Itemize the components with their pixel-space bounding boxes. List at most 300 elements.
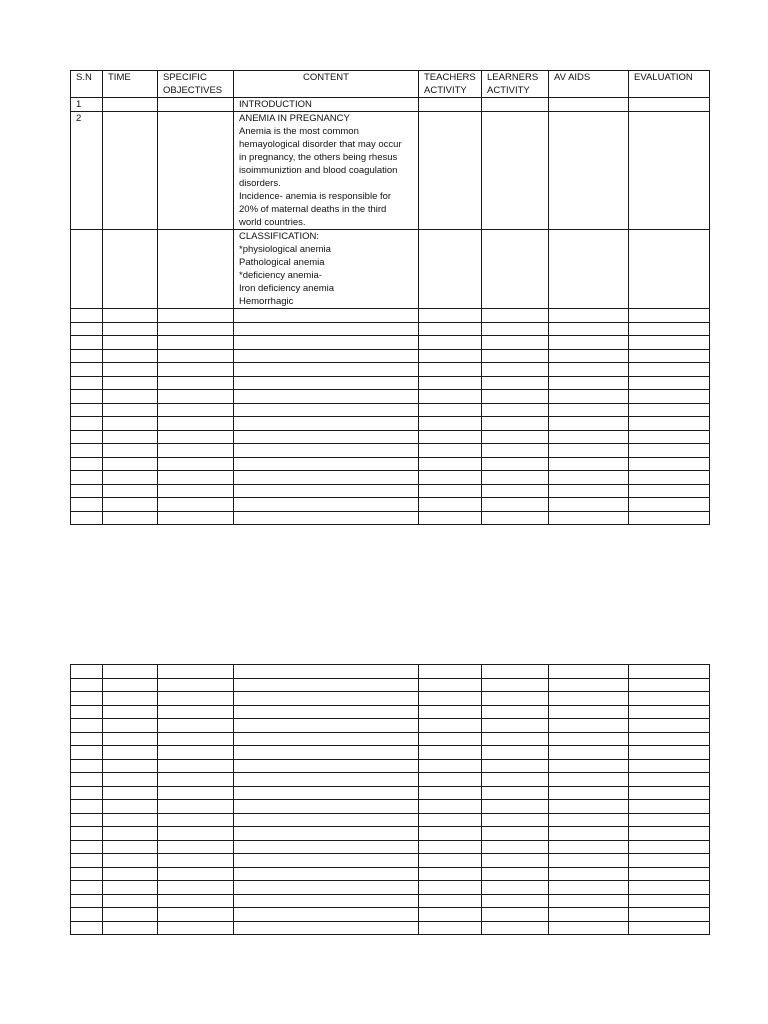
empty-cell-objectives (158, 813, 234, 827)
empty-cell-learners-activity (482, 363, 549, 377)
empty-cell-objectives (158, 786, 234, 800)
empty-cell-av-aids (549, 813, 629, 827)
header-specific-objectives: SPECIFIC OBJECTIVES (158, 71, 234, 98)
empty-cell-objectives (158, 322, 234, 336)
empty-cell-time (103, 484, 158, 498)
empty-cell-evaluation (629, 921, 710, 935)
empty-cell-teachers-activity (419, 498, 482, 512)
empty-cell-time (103, 403, 158, 417)
empty-row (71, 678, 710, 692)
empty-cell-av-aids (549, 336, 629, 350)
empty-cell-evaluation (629, 732, 710, 746)
empty-cell-objectives (158, 800, 234, 814)
empty-row (71, 511, 710, 525)
empty-cell-evaluation (629, 827, 710, 841)
empty-cell-time (103, 773, 158, 787)
empty-cell-sn (71, 786, 103, 800)
empty-row (71, 665, 710, 679)
empty-cell-evaluation (629, 773, 710, 787)
empty-cell-teachers-activity (419, 746, 482, 760)
header-sn: S.N (71, 71, 103, 98)
empty-cell-teachers-activity (419, 484, 482, 498)
empty-cell-sn (71, 363, 103, 377)
empty-cell-learners-activity (482, 786, 549, 800)
empty-cell-learners-activity (482, 322, 549, 336)
empty-row (71, 908, 710, 922)
empty-cell-av-aids (549, 498, 629, 512)
empty-row (71, 813, 710, 827)
empty-cell-time (103, 840, 158, 854)
empty-row (71, 403, 710, 417)
empty-cell-evaluation (629, 908, 710, 922)
empty-cell-av-aids (549, 759, 629, 773)
empty-cell-evaluation (629, 457, 710, 471)
row-time (103, 98, 158, 112)
empty-cell-time (103, 363, 158, 377)
empty-cell-content (234, 457, 419, 471)
empty-cell-learners-activity (482, 800, 549, 814)
empty-cell-evaluation (629, 759, 710, 773)
empty-row (71, 705, 710, 719)
empty-cell-content (234, 746, 419, 760)
empty-cell-objectives (158, 827, 234, 841)
empty-cell-learners-activity (482, 349, 549, 363)
empty-cell-time (103, 322, 158, 336)
empty-cell-content (234, 363, 419, 377)
empty-cell-sn (71, 471, 103, 485)
empty-cell-evaluation (629, 322, 710, 336)
empty-cell-time (103, 732, 158, 746)
empty-cell-content (234, 309, 419, 323)
empty-cell-teachers-activity (419, 867, 482, 881)
header-learners-activity: LEARNERS ACTIVITY (482, 71, 549, 98)
empty-cell-learners-activity (482, 894, 549, 908)
empty-cell-teachers-activity (419, 417, 482, 431)
empty-cell-evaluation (629, 894, 710, 908)
empty-cell-content (234, 867, 419, 881)
empty-cell-av-aids (549, 732, 629, 746)
empty-cell-sn (71, 908, 103, 922)
empty-cell-learners-activity (482, 336, 549, 350)
empty-cell-teachers-activity (419, 894, 482, 908)
empty-cell-teachers-activity (419, 759, 482, 773)
header-time: TIME (103, 71, 158, 98)
row-objectives (158, 230, 234, 309)
empty-cell-evaluation (629, 511, 710, 525)
empty-cell-time (103, 309, 158, 323)
empty-cell-evaluation (629, 363, 710, 377)
empty-cell-sn (71, 665, 103, 679)
empty-cell-content (234, 732, 419, 746)
empty-row (71, 800, 710, 814)
empty-cell-time (103, 444, 158, 458)
empty-cell-av-aids (549, 840, 629, 854)
empty-cell-objectives (158, 894, 234, 908)
empty-cell-teachers-activity (419, 403, 482, 417)
empty-cell-evaluation (629, 746, 710, 760)
empty-cell-evaluation (629, 498, 710, 512)
empty-cell-sn (71, 349, 103, 363)
empty-cell-content (234, 881, 419, 895)
empty-cell-time (103, 921, 158, 935)
empty-cell-sn (71, 457, 103, 471)
empty-cell-sn (71, 746, 103, 760)
empty-cell-av-aids (549, 908, 629, 922)
empty-cell-content (234, 678, 419, 692)
empty-cell-av-aids (549, 746, 629, 760)
empty-cell-sn (71, 800, 103, 814)
empty-row (71, 498, 710, 512)
empty-cell-teachers-activity (419, 457, 482, 471)
row-objectives (158, 98, 234, 112)
empty-cell-av-aids (549, 827, 629, 841)
row-av-aids (549, 230, 629, 309)
row-sn: 1 (71, 98, 103, 112)
empty-cell-teachers-activity (419, 444, 482, 458)
empty-cell-learners-activity (482, 827, 549, 841)
empty-cell-sn (71, 498, 103, 512)
empty-cell-sn (71, 894, 103, 908)
empty-cell-time (103, 719, 158, 733)
empty-cell-time (103, 457, 158, 471)
empty-cell-learners-activity (482, 773, 549, 787)
empty-cell-sn (71, 921, 103, 935)
header-content: CONTENT (234, 71, 419, 98)
empty-cell-content (234, 511, 419, 525)
empty-cell-learners-activity (482, 921, 549, 935)
empty-cell-time (103, 498, 158, 512)
empty-cell-sn (71, 732, 103, 746)
empty-cell-evaluation (629, 719, 710, 733)
row-evaluation (629, 98, 710, 112)
empty-cell-teachers-activity (419, 827, 482, 841)
empty-cell-learners-activity (482, 511, 549, 525)
empty-cell-content (234, 498, 419, 512)
empty-cell-evaluation (629, 867, 710, 881)
empty-cell-time (103, 746, 158, 760)
empty-cell-content (234, 813, 419, 827)
empty-row (71, 719, 710, 733)
empty-cell-sn (71, 759, 103, 773)
empty-cell-learners-activity (482, 732, 549, 746)
empty-cell-sn (71, 376, 103, 390)
empty-cell-learners-activity (482, 678, 549, 692)
lesson-plan-table (70, 70, 710, 525)
empty-cell-objectives (158, 732, 234, 746)
empty-cell-content (234, 692, 419, 706)
empty-cell-learners-activity (482, 390, 549, 404)
empty-cell-content (234, 773, 419, 787)
empty-cell-objectives (158, 867, 234, 881)
empty-cell-learners-activity (482, 908, 549, 922)
empty-cell-time (103, 881, 158, 895)
empty-cell-evaluation (629, 484, 710, 498)
empty-cell-av-aids (549, 349, 629, 363)
empty-cell-content (234, 786, 419, 800)
row-time (103, 230, 158, 309)
empty-cell-evaluation (629, 444, 710, 458)
empty-cell-content (234, 921, 419, 935)
row-objectives (158, 112, 234, 230)
empty-cell-evaluation (629, 403, 710, 417)
empty-cell-sn (71, 867, 103, 881)
empty-cell-teachers-activity (419, 390, 482, 404)
empty-row (71, 786, 710, 800)
empty-cell-time (103, 665, 158, 679)
empty-cell-objectives (158, 376, 234, 390)
empty-cell-content (234, 854, 419, 868)
empty-cell-teachers-activity (419, 786, 482, 800)
empty-cell-evaluation (629, 349, 710, 363)
empty-cell-time (103, 511, 158, 525)
empty-cell-teachers-activity (419, 908, 482, 922)
empty-cell-teachers-activity (419, 430, 482, 444)
empty-cell-av-aids (549, 800, 629, 814)
table-row (71, 230, 710, 309)
empty-cell-av-aids (549, 705, 629, 719)
empty-cell-content (234, 827, 419, 841)
empty-cell-sn (71, 692, 103, 706)
empty-cell-objectives (158, 309, 234, 323)
empty-cell-learners-activity (482, 484, 549, 498)
empty-cell-objectives (158, 921, 234, 935)
empty-cell-teachers-activity (419, 309, 482, 323)
header-teachers-activity: TEACHERS ACTIVITY (419, 71, 482, 98)
empty-cell-time (103, 854, 158, 868)
empty-cell-content (234, 390, 419, 404)
empty-cell-time (103, 800, 158, 814)
header-av-aids: AV AIDS (549, 71, 629, 98)
empty-cell-av-aids (549, 867, 629, 881)
empty-cell-sn (71, 390, 103, 404)
empty-cell-learners-activity (482, 498, 549, 512)
empty-cell-av-aids (549, 773, 629, 787)
empty-cell-evaluation (629, 390, 710, 404)
empty-cell-av-aids (549, 444, 629, 458)
empty-cell-objectives (158, 759, 234, 773)
empty-cell-learners-activity (482, 692, 549, 706)
empty-cell-objectives (158, 390, 234, 404)
empty-row (71, 881, 710, 895)
empty-cell-content (234, 719, 419, 733)
empty-cell-content (234, 336, 419, 350)
header-row (71, 71, 710, 98)
empty-cell-time (103, 827, 158, 841)
empty-cell-content (234, 908, 419, 922)
empty-cell-learners-activity (482, 854, 549, 868)
empty-cell-sn (71, 417, 103, 431)
row-evaluation (629, 230, 710, 309)
empty-cell-learners-activity (482, 867, 549, 881)
empty-cell-av-aids (549, 511, 629, 525)
empty-cell-evaluation (629, 705, 710, 719)
empty-cell-learners-activity (482, 417, 549, 431)
empty-cell-evaluation (629, 813, 710, 827)
empty-cell-teachers-activity (419, 719, 482, 733)
empty-cell-teachers-activity (419, 692, 482, 706)
empty-cell-teachers-activity (419, 665, 482, 679)
empty-cell-teachers-activity (419, 773, 482, 787)
empty-cell-av-aids (549, 430, 629, 444)
row-teachers-activity (419, 98, 482, 112)
empty-cell-content (234, 471, 419, 485)
empty-cell-sn (71, 403, 103, 417)
empty-cell-teachers-activity (419, 376, 482, 390)
empty-cell-evaluation (629, 309, 710, 323)
empty-cell-teachers-activity (419, 881, 482, 895)
empty-cell-learners-activity (482, 746, 549, 760)
header-evaluation: EVALUATION (629, 71, 710, 98)
empty-cell-learners-activity (482, 813, 549, 827)
empty-cell-sn (71, 678, 103, 692)
empty-cell-sn (71, 773, 103, 787)
empty-cell-content (234, 894, 419, 908)
empty-row (71, 746, 710, 760)
empty-cell-av-aids (549, 921, 629, 935)
empty-cell-content (234, 840, 419, 854)
row-sn: 2 (71, 112, 103, 230)
empty-cell-teachers-activity (419, 840, 482, 854)
row-av-aids (549, 112, 629, 230)
empty-cell-time (103, 908, 158, 922)
empty-cell-content (234, 705, 419, 719)
empty-cell-av-aids (549, 786, 629, 800)
empty-cell-content (234, 417, 419, 431)
empty-cell-learners-activity (482, 665, 549, 679)
empty-cell-content (234, 430, 419, 444)
empty-cell-av-aids (549, 854, 629, 868)
empty-cell-teachers-activity (419, 854, 482, 868)
empty-row (71, 692, 710, 706)
row-content: ANEMIA IN PREGNANCY Anemia is the most common hemayological disorder that may occur in pregnancy, the others being rhesus isoimmuniztion and blood coagulation disorders. Incidence- anemia is responsible for 20% of maternal deaths in the third world countries. (234, 112, 419, 230)
empty-cell-av-aids (549, 309, 629, 323)
empty-cell-av-aids (549, 894, 629, 908)
empty-cell-learners-activity (482, 759, 549, 773)
empty-cell-av-aids (549, 484, 629, 498)
empty-cell-time (103, 759, 158, 773)
empty-cell-objectives (158, 498, 234, 512)
empty-cell-objectives (158, 444, 234, 458)
empty-row (71, 894, 710, 908)
empty-row (71, 322, 710, 336)
empty-cell-learners-activity (482, 840, 549, 854)
empty-cell-objectives (158, 511, 234, 525)
empty-cell-time (103, 471, 158, 485)
empty-cell-teachers-activity (419, 813, 482, 827)
empty-row (71, 840, 710, 854)
empty-cell-time (103, 417, 158, 431)
empty-cell-sn (71, 813, 103, 827)
empty-cell-content (234, 665, 419, 679)
table-row (71, 98, 710, 112)
empty-cell-time (103, 349, 158, 363)
empty-cell-learners-activity (482, 719, 549, 733)
empty-cell-av-aids (549, 417, 629, 431)
empty-cell-sn (71, 840, 103, 854)
empty-cell-sn (71, 484, 103, 498)
empty-row (71, 854, 710, 868)
empty-cell-objectives (158, 881, 234, 895)
empty-cell-evaluation (629, 692, 710, 706)
empty-cell-evaluation (629, 840, 710, 854)
empty-row (71, 376, 710, 390)
empty-cell-av-aids (549, 390, 629, 404)
empty-cell-av-aids (549, 376, 629, 390)
empty-cell-objectives (158, 854, 234, 868)
empty-row (71, 336, 710, 350)
empty-cell-learners-activity (482, 457, 549, 471)
empty-cell-evaluation (629, 881, 710, 895)
row-teachers-activity (419, 112, 482, 230)
empty-row (71, 827, 710, 841)
empty-cell-teachers-activity (419, 511, 482, 525)
empty-row (71, 484, 710, 498)
row-sn (71, 230, 103, 309)
empty-cell-teachers-activity (419, 336, 482, 350)
empty-cell-content (234, 759, 419, 773)
empty-cell-sn (71, 444, 103, 458)
empty-cell-sn (71, 322, 103, 336)
empty-cell-time (103, 430, 158, 444)
row-time (103, 112, 158, 230)
empty-cell-av-aids (549, 719, 629, 733)
empty-cell-teachers-activity (419, 921, 482, 935)
empty-cell-time (103, 894, 158, 908)
empty-cell-objectives (158, 719, 234, 733)
empty-row (71, 732, 710, 746)
empty-cell-av-aids (549, 322, 629, 336)
empty-cell-sn (71, 309, 103, 323)
empty-cell-sn (71, 827, 103, 841)
empty-cell-learners-activity (482, 403, 549, 417)
empty-cell-evaluation (629, 376, 710, 390)
empty-cell-objectives (158, 349, 234, 363)
empty-cell-objectives (158, 692, 234, 706)
empty-row (71, 430, 710, 444)
row-teachers-activity (419, 230, 482, 309)
empty-cell-objectives (158, 746, 234, 760)
empty-cell-learners-activity (482, 705, 549, 719)
empty-cell-teachers-activity (419, 800, 482, 814)
empty-cell-sn (71, 511, 103, 525)
empty-row (71, 349, 710, 363)
empty-cell-content (234, 444, 419, 458)
empty-cell-learners-activity (482, 881, 549, 895)
empty-row (71, 773, 710, 787)
empty-cell-learners-activity (482, 376, 549, 390)
empty-cell-objectives (158, 678, 234, 692)
empty-cell-sn (71, 430, 103, 444)
empty-cell-av-aids (549, 665, 629, 679)
empty-cell-av-aids (549, 457, 629, 471)
empty-cell-evaluation (629, 417, 710, 431)
empty-cell-sn (71, 336, 103, 350)
empty-cell-objectives (158, 484, 234, 498)
empty-cell-evaluation (629, 430, 710, 444)
empty-cell-sn (71, 854, 103, 868)
empty-cell-teachers-activity (419, 678, 482, 692)
blank-lesson-plan-table (70, 664, 710, 935)
empty-cell-objectives (158, 705, 234, 719)
table-row (71, 112, 710, 230)
empty-cell-content (234, 349, 419, 363)
row-content: INTRODUCTION (234, 98, 419, 112)
empty-cell-time (103, 705, 158, 719)
empty-cell-teachers-activity (419, 349, 482, 363)
empty-cell-time (103, 867, 158, 881)
empty-cell-content (234, 376, 419, 390)
empty-cell-time (103, 678, 158, 692)
